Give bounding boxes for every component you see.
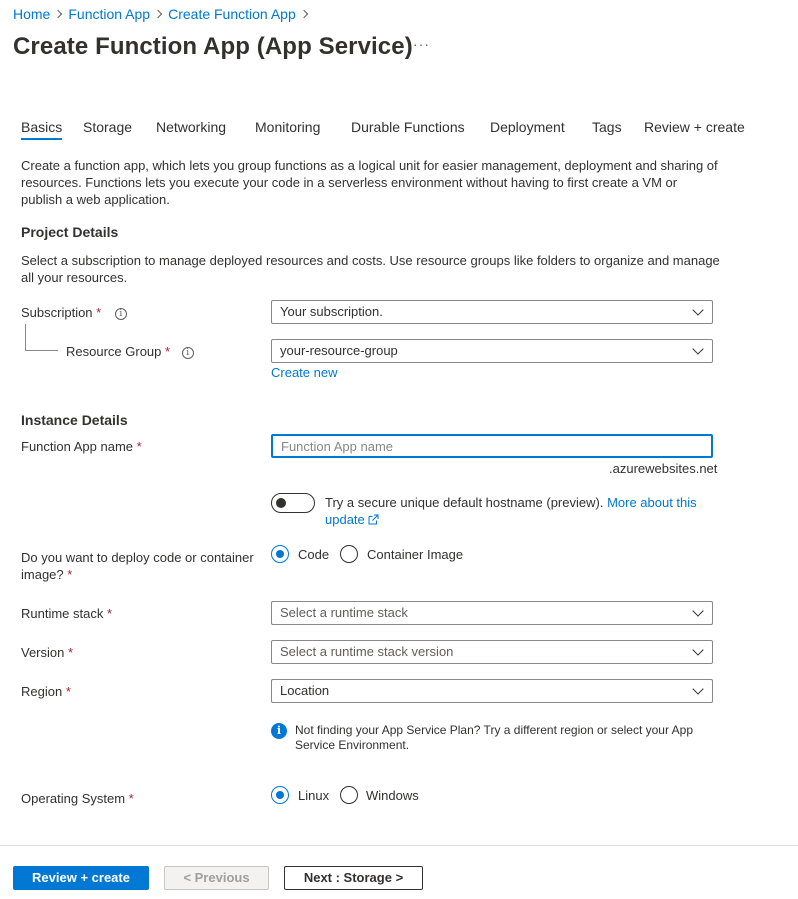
version-label: Version *: [21, 645, 74, 660]
required-mark: *: [136, 439, 142, 454]
radio-linux-label: Linux: [298, 788, 330, 803]
tab-storage[interactable]: Storage: [83, 119, 133, 135]
resource-group-label: Resource Group * i: [66, 344, 194, 359]
breadcrumb-home[interactable]: Home: [13, 6, 51, 22]
tree-connector: [25, 324, 26, 351]
project-details-description: Select a subscription to manage deployed resources and costs. Use resource groups like folders to organize and manage all your resources.: [21, 253, 720, 285]
domain-suffix: .azurewebsites.net: [609, 461, 718, 476]
instance-details-heading: Instance Details: [21, 412, 128, 428]
required-mark: *: [165, 344, 171, 359]
tab-durable-functions[interactable]: Durable Functions: [351, 119, 465, 135]
more-about-link[interactable]: More about this: [607, 495, 697, 510]
subscription-label: Subscription * i: [21, 305, 127, 320]
radio-code-label: Code: [298, 547, 330, 562]
chevron-down-icon: [692, 683, 703, 694]
required-mark: *: [107, 606, 113, 621]
chevron-down-icon: [692, 605, 703, 616]
update-link[interactable]: update: [325, 512, 365, 527]
radio-container-image-label: Container Image: [367, 547, 464, 562]
chevron-down-icon: [692, 304, 703, 315]
review-create-button[interactable]: Review + create: [13, 866, 149, 890]
function-app-name-input[interactable]: [271, 434, 713, 458]
breadcrumb-create-function-app[interactable]: Create Function App: [168, 6, 296, 22]
version-dropdown[interactable]: Select a runtime stack version: [271, 640, 713, 664]
required-mark: *: [65, 684, 71, 699]
tab-review-create[interactable]: Review + create: [644, 119, 745, 135]
required-mark: *: [128, 791, 134, 806]
info-icon[interactable]: i: [115, 308, 127, 320]
operating-system-label: Operating System *: [21, 791, 134, 806]
required-mark: *: [68, 645, 74, 660]
required-mark: *: [67, 567, 73, 582]
region-dropdown[interactable]: Location: [271, 679, 713, 703]
hostname-toggle[interactable]: [271, 493, 315, 513]
project-details-heading: Project Details: [21, 224, 119, 240]
previous-button[interactable]: < Previous: [164, 866, 269, 890]
runtime-stack-label: Runtime stack *: [21, 606, 113, 621]
breadcrumb-function-app[interactable]: Function App: [68, 6, 151, 22]
breadcrumb: [13, 6, 314, 22]
deploy-label: Do you want to deploy code or container image? *: [21, 550, 254, 582]
chevron-down-icon: [692, 343, 703, 354]
chevron-right-icon: [296, 6, 314, 22]
tab-monitoring[interactable]: Monitoring: [255, 119, 321, 135]
subscription-dropdown[interactable]: Your subscription.: [271, 300, 713, 324]
chevron-right-icon: [50, 6, 68, 22]
region-label: Region *: [21, 684, 71, 699]
chevron-right-icon: [150, 6, 168, 22]
toggle-knob: [276, 498, 286, 508]
next-storage-button[interactable]: Next : Storage >: [284, 866, 423, 890]
info-icon[interactable]: i: [182, 347, 194, 359]
region-info-text: Not finding your App Service Plan? Try a different region or select your App Service Environment.: [295, 723, 694, 752]
page-title: Create Function App (App Service): [13, 33, 413, 60]
chevron-down-icon: [692, 644, 703, 655]
runtime-stack-dropdown[interactable]: Select a runtime stack: [271, 601, 713, 625]
function-app-name-label: Function App name *: [21, 439, 142, 454]
radio-code[interactable]: [271, 545, 289, 563]
footer-divider: [0, 845, 798, 846]
radio-container-image[interactable]: [340, 545, 358, 563]
tab-basics[interactable]: Basics: [21, 119, 63, 135]
external-link-icon: [368, 514, 379, 525]
more-options-button[interactable]: ···: [413, 36, 430, 52]
resource-group-dropdown[interactable]: your-resource-group: [271, 339, 713, 363]
tab-networking[interactable]: Networking: [156, 119, 227, 135]
create-new-link[interactable]: Create new: [271, 365, 338, 380]
radio-windows-label: Windows: [366, 788, 419, 803]
tab-tags[interactable]: Tags: [592, 119, 622, 135]
hostname-text: Try a secure unique default hostname (preview). More about this update: [325, 495, 697, 527]
info-icon: i: [271, 723, 287, 739]
required-mark: *: [96, 305, 102, 320]
radio-windows[interactable]: [340, 786, 358, 804]
radio-linux[interactable]: [271, 786, 289, 804]
tree-connector: [25, 350, 58, 351]
intro-text: Create a function app, which lets you group functions as a logical unit for easier management, deployment and sharing of resources. Functions lets you execute your code in a serverless environment without having to first create a VM or publish a web application.: [21, 158, 718, 207]
tab-deployment[interactable]: Deployment: [490, 119, 565, 135]
